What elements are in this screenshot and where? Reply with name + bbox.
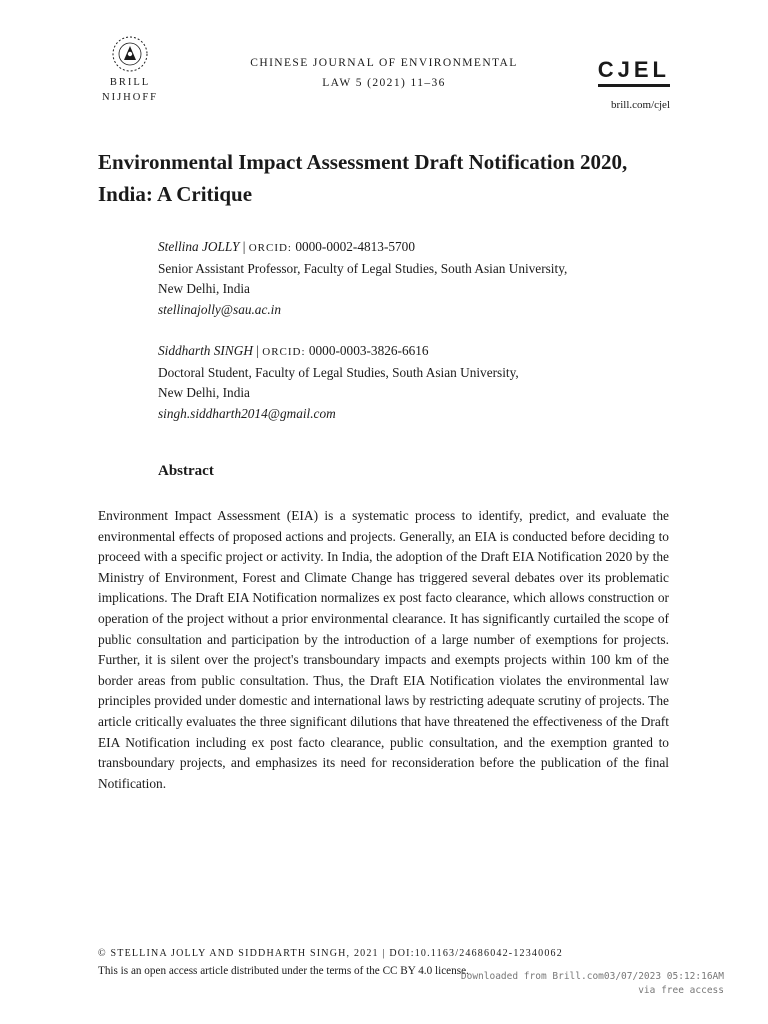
- journal-header: [200, 53, 568, 93]
- author-block: [158, 237, 678, 320]
- author-location: New Delhi, India: [158, 385, 250, 400]
- author-name: Siddharth SINGH: [158, 343, 253, 358]
- orcid-label: ORCID:: [262, 346, 306, 358]
- orcid-label: ORCID:: [248, 242, 292, 254]
- publisher-name-nijhoff: NIJHOFF: [101, 92, 158, 103]
- author-email-link[interactable]: stellinajolly@sau.ac.in: [158, 301, 282, 317]
- journal-logo-block: [580, 58, 670, 111]
- copyright-notice: © STELLINA JOLLY AND SIDDHARTH SINGH, 2021 | DOI:10.1163/24686042-12340062: [98, 948, 563, 959]
- cjel-logo: CJEL: [598, 58, 670, 87]
- author-location: New Delhi, India: [158, 281, 250, 296]
- orcid-id-link[interactable]: 0000-0002-4813-5700: [295, 239, 415, 254]
- download-stamp: [461, 970, 724, 998]
- brill-nijhoff-logo: [98, 34, 162, 104]
- journal-name: CHINESE JOURNAL OF ENVIRONMENTAL: [250, 57, 518, 69]
- author-affiliation: Senior Assistant Professor, Faculty of Legal Studies, South Asian University,: [158, 260, 568, 276]
- separator: |: [256, 343, 263, 358]
- separator: |: [242, 239, 249, 254]
- publisher-name-brill: BRILL: [109, 77, 151, 88]
- license-notice: This is an open access article distributed under the terms of the CC BY 4.0 license.: [98, 965, 469, 977]
- author-name: Stellina JOLLY: [158, 239, 240, 254]
- author-block: [158, 341, 678, 424]
- article-title: Environmental Impact Assessment Draft Notification 2020, India: A Critique: [98, 150, 628, 206]
- journal-citation: LAW 5 (2021) 11–36: [322, 77, 446, 89]
- author-affiliation: Doctoral Student, Faculty of Legal Studies, South Asian University,: [158, 364, 519, 380]
- journal-url-link[interactable]: brill.com/cjel: [611, 99, 670, 111]
- author-name-line: [158, 237, 678, 259]
- author-name-line: [158, 341, 678, 363]
- author-email-link[interactable]: singh.siddharth2014@gmail.com: [158, 405, 336, 421]
- download-stamp-line: via free access: [638, 985, 724, 996]
- abstract-heading: Abstract: [158, 463, 214, 479]
- publisher-emblem-icon: [107, 34, 153, 74]
- orcid-id-link[interactable]: 0000-0003-3826-6616: [308, 343, 429, 358]
- download-stamp-line: Downloaded from Brill.com03/07/2023 05:12:16AM: [460, 971, 724, 982]
- abstract-text: Environment Impact Assessment (EIA) is a systematic process to identify, predict, and evaluate the environmental effects of proposed actions and projects. Generally, an EIA is conducted before deciding to proceed with a specific project or activity. In India, the adoption of the Draft EIA Notification 2020 by the Ministry of Environment, Forest and Climate Change has triggered several debates over its problematic implications. The Draft EIA Notification normalizes ex post facto clearance, which allows construction or operation of the project without a prior environmental clearance. It has significantly curtailed the scope of public consultation and participation by the introduction of a large number of exemptions for projects. Further, it is silent over the project's transboundary impacts and exempts projects within 100 km of the border areas from public consultation. Thus, the Draft EIA Notification violates the environmental law principles provided under domestic and international laws by restricting adequate scrutiny of projects. The article critically evaluates the three significant dilutions that have threatened the effectiveness of the Draft EIA Notification including ex post facto clearance, public consultation, and the exemption granted to transboundary projects, and emphasizes its need for reconsideration before the publication of the final Notification.: [98, 508, 669, 791]
